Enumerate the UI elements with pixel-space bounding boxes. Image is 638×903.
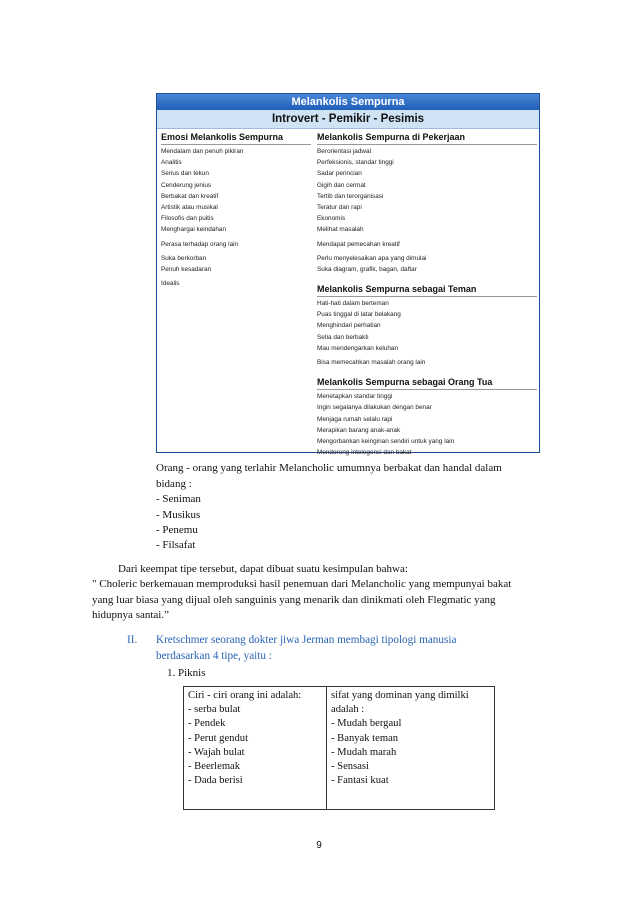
table-cell: - Beerlemak [188, 761, 241, 773]
piknis-table [183, 686, 495, 810]
paragraph-line: Orang - orang yang terlahir Melancholic umumnya berbakat dan handal dalam [156, 462, 502, 474]
list-item: Gigih dan cermat [317, 181, 366, 189]
list-item: Mengorbankan keinginan sendiri untuk yang lain [317, 437, 455, 445]
list-item: Suka berkorban [161, 254, 207, 262]
page-number: 9 [316, 840, 322, 851]
section-heading-emosi: Emosi Melankolis Sempurna [161, 131, 311, 145]
table-cell: - serba bulat [188, 704, 241, 716]
list-item: Mendalam dan penuh pikiran [161, 148, 244, 155]
table-column-sifat [327, 687, 494, 809]
list-item: Berorientasi jadwal [317, 148, 371, 155]
list-item: Melihat masalah [317, 226, 364, 234]
paragraph-line: " Choleric berkemauan memproduksi hasil penemuan dari Melancholic yang mempunyai bakat [92, 578, 512, 590]
paragraph-line: yang luar biasa yang dijual oleh sanguinis yang menarik dan dinikmati oleh Flegmatic yang [92, 594, 496, 606]
list-item: Cenderung jenius [161, 181, 212, 189]
table-cell: - Wajah bulat [188, 746, 245, 758]
section-heading-line: Kretschmer seorang dokter jiwa Jerman membagi tipologi manusia [156, 634, 457, 646]
list-item: Perfeksionis, standar tinggi [317, 159, 394, 167]
list-item: Menghargai keindahan [161, 226, 227, 234]
list-item: Menghindari perhatian [317, 322, 381, 330]
table-column-ciri [184, 687, 327, 809]
table-cell: - Sensasi [331, 761, 369, 773]
list-item: Sadar perincian [317, 170, 362, 178]
figure-right-column [317, 131, 537, 458]
list-item: Berbakat dan kreatif [161, 192, 219, 200]
list-item: Ingin segalanya dilakukan dengan benar [317, 404, 432, 412]
list-item: Puas tinggal di latar belakang [317, 311, 401, 319]
table-cell: - Pendek [188, 718, 226, 730]
list-item: Penuh kesadaran [161, 265, 212, 273]
figure-left-column [161, 131, 311, 289]
table-cell: Ciri - ciri orang ini adalah: [188, 690, 302, 701]
list-item: Filosofis dan puitis [161, 215, 214, 223]
table-cell: sifat yang dominan yang dimilki [331, 690, 469, 701]
figure-title: Melankolis Sempurna [157, 94, 539, 110]
sub-item-piknis: 1. Piknis [167, 667, 206, 679]
list-item: Suka diagram, grafik, bagan, daftar [317, 265, 417, 273]
table-cell: - Fantasi kuat [331, 775, 389, 787]
table-cell: adalah : [331, 704, 365, 716]
table-cell: - Banyak teman [331, 732, 399, 744]
list-item: Teratur dan rapi [317, 203, 362, 211]
list-item: - Filsafat [156, 539, 196, 551]
table-cell: - Mudah bergaul [331, 718, 402, 730]
list-item: Mendorong intelegensi dan bakat [317, 449, 412, 457]
list-item: Perasa terhadap orang lain [161, 240, 239, 248]
figure-subtitle: Introvert - Pemikir - Pesimis [157, 110, 539, 129]
list-item: Serius dan tekun [161, 170, 209, 178]
list-item: - Musikus [156, 509, 201, 521]
section-heading-line: berdasarkan 4 tipe, yaitu : [156, 650, 272, 662]
list-item: Ekonomis [317, 215, 346, 223]
section-heading-teman: Melankolis Sempurna sebagai Teman [317, 283, 537, 297]
list-item: Perlu menyelesaikan apa yang dimulai [317, 254, 427, 262]
list-item: Idealis [161, 280, 180, 288]
section-heading-orang-tua: Melankolis Sempurna sebagai Orang Tua [317, 376, 537, 390]
list-item: Bisa memecahkan masalah orang lain [317, 359, 426, 366]
list-item: - Seniman [156, 493, 201, 505]
list-item: Hati-hati dalam berteman [317, 300, 389, 308]
list-item: Mendapat pemecahan kreatif [317, 240, 400, 248]
list-item: Menetapkan standar tinggi [317, 393, 393, 401]
paragraph-line: hidupnya santai.” [92, 609, 169, 621]
list-item: Menjaga rumah selalu rapi [317, 415, 393, 423]
table-cell: - Mudah marah [331, 746, 397, 758]
roman-numeral: II. [127, 634, 138, 646]
list-item: - Penemu [156, 524, 198, 536]
list-item: Mau mendengarkan keluhan [317, 344, 399, 352]
list-item: Setia dan berbakti [317, 333, 369, 341]
section-heading-pekerjaan: Melankolis Sempurna di Pekerjaan [317, 131, 537, 145]
table-cell: - Perut gendut [188, 732, 249, 744]
paragraph-line: Dari keempat tipe tersebut, dapat dibuat suatu kesimpulan bahwa: [118, 563, 408, 575]
list-item: Tertib dan terorganisasi [317, 192, 384, 200]
table-cell: - Dada berisi [188, 775, 243, 787]
list-item: Analitis [161, 159, 182, 167]
melankolis-figure [156, 93, 540, 457]
paragraph-line: bidang : [156, 478, 192, 490]
list-item: Artistik atau musikal [161, 203, 218, 211]
list-item: Merapikan barang anak-anak [317, 426, 401, 434]
